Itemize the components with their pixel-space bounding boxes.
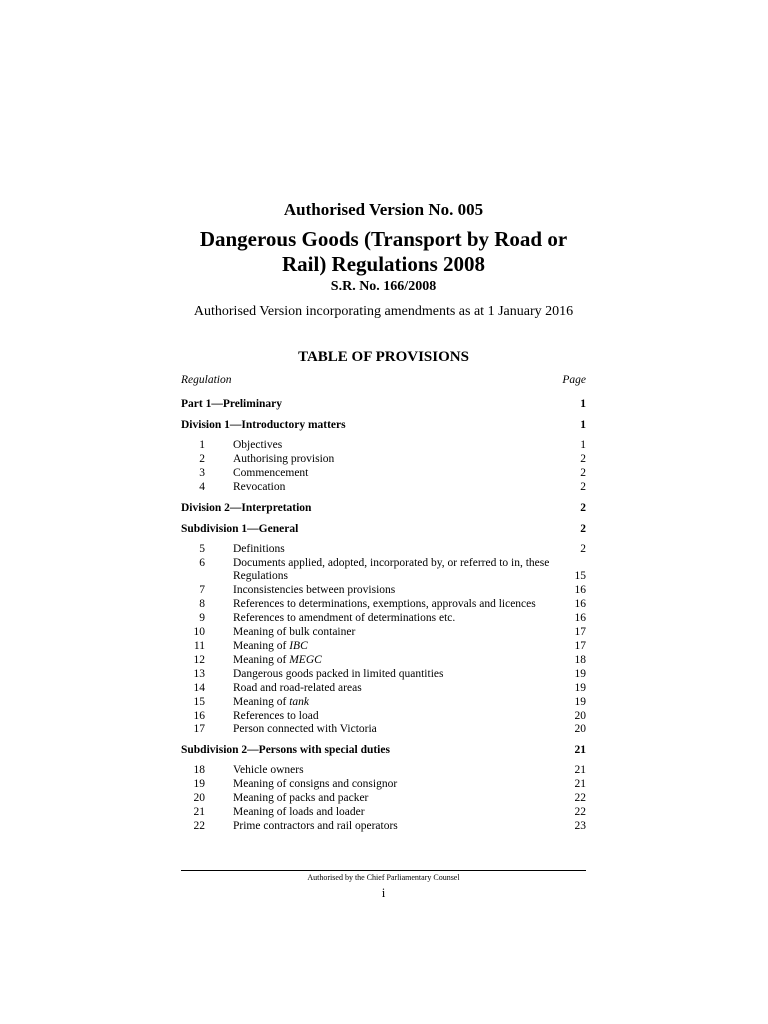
page-reference: 16 [574,612,586,625]
page-number: i [381,885,386,900]
division-heading-label: Division 2—Interpretation [181,501,312,514]
page-reference: 2 [580,480,586,493]
division-heading [181,418,586,432]
regulation-number: 8 [199,598,205,611]
regulation-column-header: Regulation [181,374,232,386]
page-reference: 19 [574,667,586,680]
toc-entry [181,778,586,792]
regulation-title-text: Meaning of bulk container [233,626,356,639]
page-reference: 1 [580,439,586,451]
regulation-title-text: Meaning of [233,653,290,666]
regulation-number: 15 [193,695,205,708]
subdivision-heading-label: Subdivision 2—Persons with special duties [181,744,390,757]
regulation-title-text: Objectives [233,439,283,451]
regulation-title [205,439,563,453]
page-reference: 16 [574,598,586,611]
toc-entry [181,439,586,453]
toc-entry [181,654,586,668]
regulation-title [205,792,563,806]
subdivision-1-entries [181,543,586,738]
regulation-title [205,778,563,792]
part-heading [181,397,586,411]
regulation-title-text: Prime contractors and rail operators [233,819,398,832]
regulation-number: 11 [193,639,205,652]
division-heading [181,501,586,515]
toc-entry [181,481,586,495]
regulation-title [205,467,563,481]
part-heading-page: 1 [580,398,586,410]
regulation-number: 1 [199,439,205,451]
page-reference: 2 [580,452,586,465]
regulation-title-text: References to determinations, exemptions, approvals and licences [233,598,536,611]
page-reference: 20 [574,723,586,736]
regulation-title [205,806,563,820]
regulation-title-text: Documents applied, adopted, incorporated by, or referred to in, these Regulations [233,556,550,583]
regulation-title [205,668,563,682]
subdivision-heading-label: Subdivision 1—General [181,522,299,535]
toc-entry [181,723,586,737]
toc-entry [181,668,586,682]
regulation-title-text: Meaning of [233,639,290,652]
regulation-title-text: Meaning of consigns and consignor [233,778,398,791]
page-reference: 22 [574,792,586,805]
toc-entry [181,682,586,696]
regulation-number: 10 [193,626,205,639]
subdivision-heading-page: 2 [580,522,586,535]
toc-entry [181,806,586,820]
page-reference: 19 [574,681,586,694]
regulation-title [205,584,563,598]
regulation-title [205,543,563,557]
page-reference: 20 [574,709,586,722]
authorised-version-label: Authorised Version No. 005 [283,200,484,219]
regulation-number: 12 [193,653,205,666]
regulation-title [205,626,563,640]
regulation-title [205,598,563,612]
document-title: Dangerous Goods (Transport by Road or Rail) Regulations 2008 [199,227,568,276]
toc-entry [181,453,586,467]
page-reference: 18 [574,653,586,666]
toc-entry [181,792,586,806]
regulation-title [205,612,563,626]
regulation-title-text: References to amendment of determinations etc. [233,612,456,625]
toc-entry [181,640,586,654]
toc-entry [181,764,586,778]
division-heading-page: 2 [580,501,586,514]
page-column-header: Page [562,374,586,386]
subdivision-heading [181,522,586,536]
toc-entry [181,467,586,481]
regulation-title [205,453,563,467]
regulation-number: 17 [193,723,205,736]
subdivision-2-entries [181,764,586,834]
amendment-note: Authorised Version incorporating amendments as at 1 January 2016 [193,304,574,319]
regulation-title-text: Meaning of loads and loader [233,806,365,819]
page-reference: 21 [574,778,586,791]
regulation-number: 2 [199,452,205,465]
table-of-provisions [181,395,586,840]
regulation-title-text: Road and road-related areas [233,681,362,694]
toc-entry [181,557,586,585]
toc-entry [181,598,586,612]
regulation-title [205,820,563,834]
toc-entry [181,626,586,640]
regulation-title-text: Meaning of [233,695,290,708]
page-reference: 17 [574,639,586,652]
sr-number: S.R. No. 166/2008 [330,279,437,294]
toc-entry [181,820,586,834]
toc-entry [181,584,586,598]
page-reference: 21 [574,764,586,777]
regulation-title-text: Commencement [233,466,309,479]
page-reference: 2 [580,466,586,479]
regulation-number: 21 [193,806,205,819]
page-reference: 22 [574,806,586,819]
regulation-title [205,764,563,778]
regulation-number: 19 [193,778,205,791]
regulation-title [205,682,563,696]
regulation-title-text: Definitions [233,542,285,555]
toc-title: TABLE OF PROVISIONS [298,349,469,365]
regulation-number: 9 [199,612,205,625]
regulation-title-text: Person connected with Victoria [233,723,377,736]
regulation-title-text: Vehicle owners [233,764,304,777]
regulation-title [205,696,563,710]
page-reference: 15 [574,570,586,583]
regulation-title [205,723,563,737]
regulation-title [205,640,563,654]
regulation-title-text: References to load [233,709,319,722]
footer-divider [181,870,586,871]
regulation-title-term: IBC [289,639,308,652]
regulation-number: 20 [193,792,205,805]
regulation-number: 22 [193,819,205,832]
page-reference: 19 [574,695,586,708]
regulation-title-term: MEGC [289,653,322,666]
regulation-title-text: Inconsistencies between provisions [233,584,396,597]
subdivision-heading-page: 21 [574,744,586,757]
regulation-title-text: Dangerous goods packed in limited quantities [233,667,444,680]
division-heading-page: 1 [580,419,586,431]
division-heading-label: Division 1—Introductory matters [181,419,346,431]
regulation-title [205,557,563,585]
toc-entry [181,612,586,626]
regulation-title-term: tank [289,695,310,708]
regulation-title-text: Authorising provision [233,452,335,465]
regulation-title-text: Meaning of packs and packer [233,792,369,805]
footer-authorised-by: Authorised by the Chief Parliamentary Counsel [307,873,460,882]
page-reference: 23 [574,819,586,832]
regulation-number: 18 [193,764,205,777]
regulation-title [205,481,563,495]
subdivision-heading [181,743,586,757]
regulation-number: 3 [199,466,205,479]
regulation-number: 6 [199,556,205,569]
regulation-title [205,710,563,724]
regulation-number: 14 [193,681,205,694]
regulation-number: 7 [199,584,205,597]
page-reference: 16 [574,584,586,597]
regulation-title-text: Revocation [233,480,286,493]
toc-entry [181,710,586,724]
toc-entry [181,543,586,557]
toc-entry [181,696,586,710]
regulation-number: 5 [199,542,205,555]
regulation-title [205,654,563,668]
part-heading-label: Part 1—Preliminary [181,398,283,410]
page-reference: 17 [574,626,586,639]
regulation-number: 16 [193,709,205,722]
division-1-entries [181,439,586,495]
page-reference: 2 [580,542,586,555]
regulation-number: 13 [193,667,205,680]
regulation-number: 4 [199,480,205,493]
